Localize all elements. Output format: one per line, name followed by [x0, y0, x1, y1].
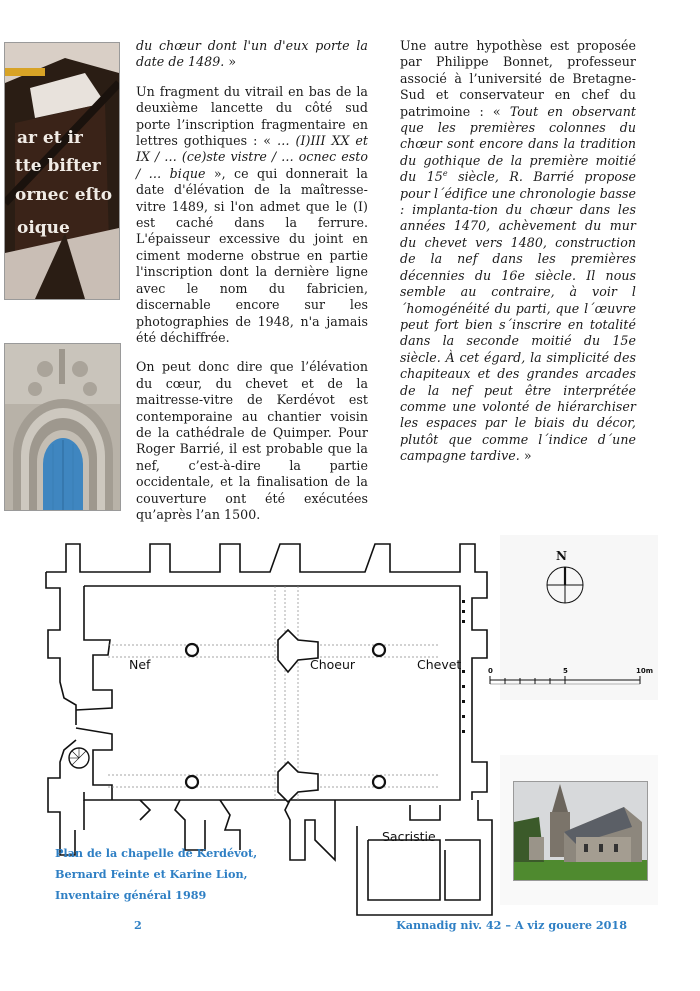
text-column-right — [400, 38, 636, 478]
scale-label-10m: 10m — [636, 667, 654, 675]
text-run: Un fragment du vitrail en bas de la deuxième lancette du côté sud porte l’inscription fragmentaire en lettres gothiques : « — [136, 83, 368, 149]
plan-caption — [55, 843, 295, 906]
inscription-line: ar et ir — [17, 128, 83, 148]
quote-italic: siècle, R. Barrié propose pour l´édifice une chronologie basse : implanta-tion du chœur dans les années 1470, achèvement du mur du chevet vers 1480, construction de la nef dans les premières décennies du 16e siècle. Il nous semble au contraire, à voir l´homogénéité du parti, que l´œuvre peut fort bien s´inscrire en totalité dans la seconde moitié du 15e siècle. À cet égard, la simplicité des chapiteaux et des grandes arcades de la nef peut être interprétée comme une volonté de hiérarchiser les espaces par le biais du décor, plutôt que comme l´indice d´une campagne tardive. — [400, 169, 636, 464]
text-run: », ce qui donnerait la date d'élévation de la maîtresse-vitre 1489, si l'on admet que le (I) est caché dans la ferrure. L'épaisseur excessive du joint en ciment moderne obstrue en partie l'inscription dont la dernière ligne avec le nom du fabricien, discernable encore sur les photographies de 1948, n'a jamais été déchiffrée. — [136, 165, 368, 345]
vitrail-fragment-photo — [4, 42, 120, 300]
inscription-line: ornec eſto — [15, 185, 113, 205]
label-chevet: Chevet — [417, 657, 462, 672]
text-run: Une autre hypothèse est proposée par Philippe Bonnet, professeur associé à l’université de Bretagne-Sud et conservateur en chef du patrimoine : « — [400, 38, 636, 119]
column-pier — [186, 776, 198, 788]
scale-label-5: 5 — [563, 667, 568, 675]
paragraph — [400, 38, 636, 465]
text-column-left — [136, 38, 368, 536]
paragraph: On peut donc dire que l’élévation du cœur, du chevet et de la maitresse-vitre de Kerdévot est contemporaine au chantier voisin de la cathédrale de Quimper. Pour Roger Barrié, il est probable que la nef, c’est-à-dire la partie occidentale, et la finalisation de la couverture ont été exécutées qu’après l’an 1500. — [136, 359, 368, 522]
inscription-quote: … (I)III XX et IX / … (ce)ste vistre / … ocnec esto / … bique — [136, 133, 368, 181]
page-number: 2 — [134, 918, 142, 932]
paragraph — [136, 38, 368, 71]
caption-line: Bernard Feinte et Karine Lion, — [55, 867, 248, 881]
journal-issue: Kannadig niv. 42 – A viz gouere 2018 — [396, 918, 627, 932]
north-label: N — [556, 549, 567, 563]
north-panel — [500, 535, 658, 700]
quote-italic: du chœur dont l'un d'eux porte la date de 1489. — [136, 38, 368, 70]
inscription-line: tte bifter — [15, 156, 101, 176]
caption-line: Inventaire général 1989 — [55, 888, 207, 902]
quote-close: » — [519, 448, 532, 464]
superscript: e — [442, 169, 448, 179]
column-pier — [373, 776, 385, 788]
column-pier — [186, 644, 198, 656]
portal-photo — [4, 343, 121, 511]
inscription-line: oique — [17, 218, 70, 238]
paragraph — [136, 84, 368, 347]
label-choeur: Choeur — [310, 657, 356, 672]
label-sacristie: Sacristie — [382, 829, 436, 844]
caption-line: Plan de la chapelle de Kerdévot, — [55, 846, 258, 860]
label-nef: Nef — [129, 657, 151, 672]
chapel-photo — [513, 781, 648, 881]
quote-close: » — [224, 54, 237, 70]
column-pier — [373, 644, 385, 656]
quote-italic: Tout en observant que les premières colonnes du chœur sont encore dans la tradition du gothique de la première moitié du 15 — [400, 103, 636, 185]
scale-label-0: 0 — [488, 667, 493, 675]
